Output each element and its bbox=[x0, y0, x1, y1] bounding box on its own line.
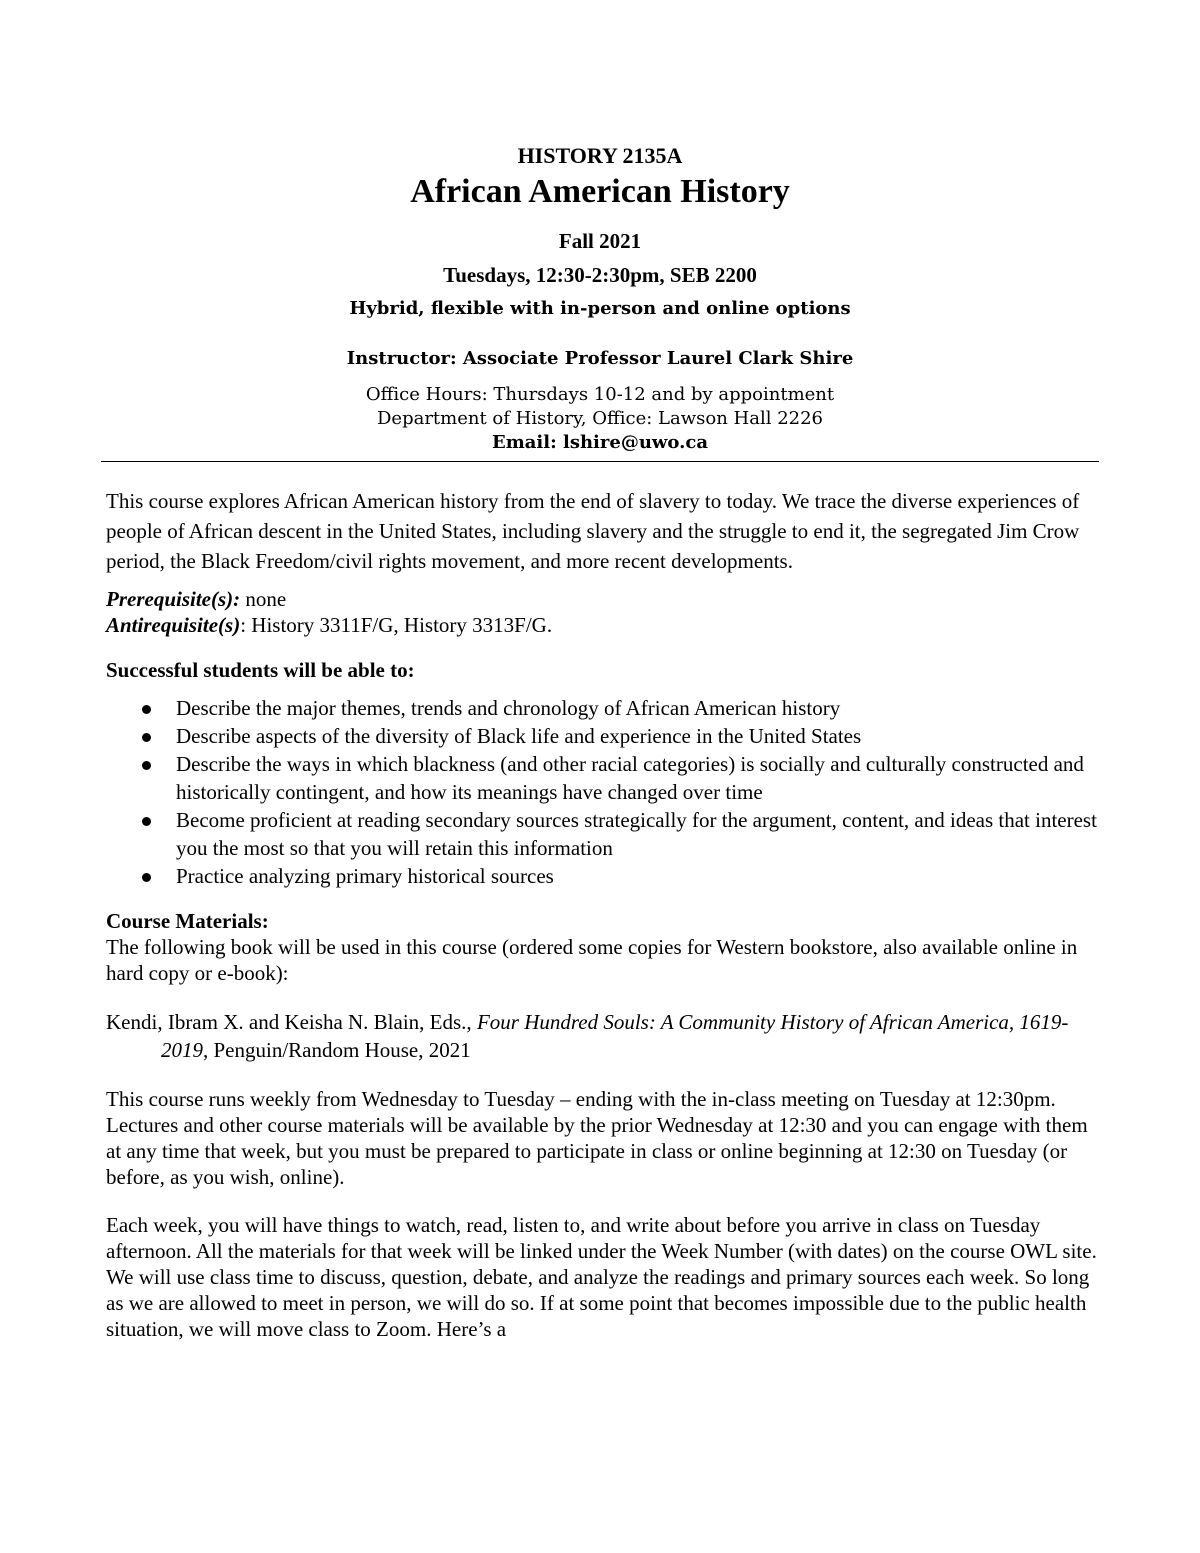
bullet-icon bbox=[142, 761, 151, 770]
citation-title: Four Hundred Souls: A Community History of African America, 1619-2019 bbox=[161, 1010, 1069, 1062]
materials-heading: Course Materials: bbox=[106, 909, 269, 933]
instructor-email: Email: lshire@uwo.ca bbox=[491, 432, 708, 453]
citation-authors: Kendi, Ibram X. and Keisha N. Blain, Eds., bbox=[106, 1010, 477, 1034]
outcomes-heading: Successful students will be able to: bbox=[106, 658, 415, 682]
office-hours: Office Hours: Thursdays 10-12 and by appointment bbox=[365, 384, 835, 405]
outcome-text: Become proficient at reading secondary sources strategically for the argument, content, and ideas that interest you the most so that you will retain this information bbox=[176, 808, 1097, 860]
materials-text: The following book will be used in this course (ordered some copies for Western bookstore, also available online in hard copy or e-book): bbox=[106, 935, 1078, 985]
antirequisite-value: : History 3311F/G, History 3313F/G. bbox=[240, 613, 553, 637]
bullet-icon bbox=[142, 733, 151, 742]
syllabus-header bbox=[0, 141, 1200, 455]
bullet-icon bbox=[142, 817, 151, 826]
citation-publisher: , Penguin/Random House, 2021 bbox=[203, 1038, 471, 1062]
outcome-text: Describe aspects of the diversity of Black life and experience in the United States bbox=[176, 724, 862, 748]
syllabus-body bbox=[106, 486, 1100, 1342]
course-code: HISTORY 2135A bbox=[517, 143, 683, 168]
prerequisite-label: Prerequisite(s): bbox=[106, 587, 241, 611]
weekly-paragraph: Each week, you will have things to watch, read, listen to, and write about before you arrive in class on Tuesday afternoon. All the materials for that week will be linked under the Week Number (with dates) on the course OWL site. We will use class time to discuss, question, debate, and analyze the readings and primary sources each week. So long as we are allowed to meet in person, we will do so. If at some point that becomes impossible due to the public health situation, we will move class to Zoom. Here’s a bbox=[106, 1213, 1097, 1341]
requisites bbox=[106, 586, 1100, 638]
instructor-name: Instructor: Associate Professor Laurel Clark Shire bbox=[346, 348, 854, 369]
schedule-paragraph: This course runs weekly from Wednesday to Tuesday – ending with the in-class meeting on Tuesday at 12:30pm. Lectures and other course materials will be available by the prior Wednesday at 12:30 and you can engage with them at any time that week, but you must be prepared to participate in class or online beginning at 12:30 on Tuesday (or before, as you wish, online). bbox=[106, 1087, 1088, 1189]
course-schedule: Tuesdays, 12:30-2:30pm, SEB 2200 bbox=[443, 263, 757, 287]
bullet-icon bbox=[142, 873, 151, 882]
antirequisite-label: Antirequisite(s) bbox=[106, 613, 241, 637]
header-divider bbox=[101, 461, 1099, 462]
course-description: This course explores African American history from the end of slavery to today. We trace the diverse experiences of people of African descent in the United States, including slavery and the struggle to end it, the segregated Jim Crow period, the Black Freedom/civil rights movement, and more recent developments. bbox=[106, 489, 1080, 573]
outcome-text: Describe the major themes, trends and chronology of African American history bbox=[176, 696, 841, 720]
prerequisite-value: none bbox=[240, 587, 287, 611]
list-item bbox=[106, 806, 1100, 862]
course-title: African American History bbox=[410, 173, 790, 210]
list-item bbox=[106, 750, 1100, 806]
antirequisite-line bbox=[106, 612, 1100, 638]
book-citation bbox=[106, 1008, 1100, 1064]
department-office: Department of History, Office: Lawson Hall 2226 bbox=[376, 408, 824, 429]
prerequisite-line bbox=[106, 586, 1100, 612]
list-item bbox=[106, 722, 1100, 750]
outcome-text: Describe the ways in which blackness (and other racial categories) is socially and culturally constructed and historically contingent, and how its meanings have changed over time bbox=[176, 752, 1084, 804]
course-term: Fall 2021 bbox=[558, 229, 642, 253]
list-item bbox=[106, 862, 1100, 890]
outcome-text: Practice analyzing primary historical sources bbox=[176, 864, 554, 888]
bullet-icon bbox=[142, 705, 151, 714]
course-format: Hybrid, flexible with in-person and online options bbox=[349, 298, 851, 319]
outcomes-list bbox=[106, 694, 1100, 890]
list-item bbox=[106, 694, 1100, 722]
